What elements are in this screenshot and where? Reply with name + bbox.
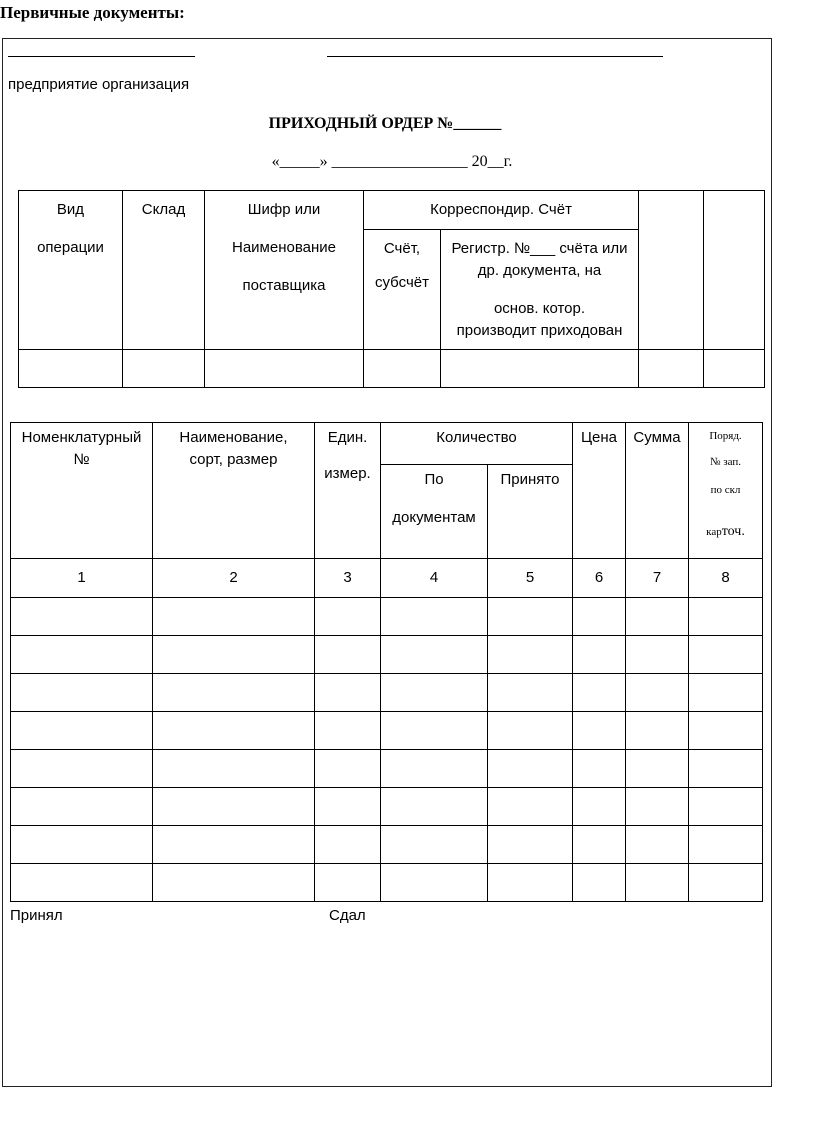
table-cell: [11, 598, 153, 636]
table-cell: [689, 864, 763, 902]
table-cell: [315, 826, 381, 864]
table-cell: [704, 350, 765, 388]
table-cell: [381, 864, 488, 902]
table-cell: [153, 788, 315, 826]
table-cell: [364, 350, 441, 388]
table-cell: [381, 750, 488, 788]
page-heading: Первичные документы:: [0, 3, 185, 22]
table-cell: [689, 636, 763, 674]
table-cell: [153, 636, 315, 674]
table-cell: [573, 712, 626, 750]
table-cell: [153, 598, 315, 636]
order-title: ПРИХОДНЫЙ ОРДЕР №______: [268, 115, 502, 132]
table-cell: [19, 350, 123, 388]
table-row: [11, 788, 763, 826]
table-cell: [573, 864, 626, 902]
header-accepted: Принято: [488, 465, 573, 559]
received-by-label: Принял: [10, 907, 63, 924]
header-register-document: Регистр. №___ счёта или др. документа, на основ. котор. производит приходован: [441, 230, 639, 350]
handed-by-label: Сдал: [329, 907, 366, 924]
table-cell: [11, 750, 153, 788]
table-cell: [573, 598, 626, 636]
table-cell: [315, 598, 381, 636]
table-cell: [639, 350, 704, 388]
table-cell: [153, 674, 315, 712]
table-cell: [626, 674, 689, 712]
table-row: [11, 636, 763, 674]
table-cell: [205, 350, 364, 388]
table-cell: [689, 712, 763, 750]
table-cell: [488, 788, 573, 826]
column-number: 6: [573, 559, 626, 598]
table-cell: [315, 674, 381, 712]
enterprise-underline: [8, 56, 195, 57]
column-number: 8: [689, 559, 763, 598]
header-by-documents: По документам: [381, 465, 488, 559]
table-cell: [689, 788, 763, 826]
org-caption: предприятие организация: [8, 76, 190, 93]
table-cell: [11, 674, 153, 712]
table-cell: [153, 864, 315, 902]
table-cell: [315, 712, 381, 750]
table-cell: [488, 826, 573, 864]
table-cell: [381, 598, 488, 636]
table-cell: [626, 750, 689, 788]
header-blank-1: [639, 191, 704, 350]
table-row: [11, 674, 763, 712]
table-row: [11, 598, 763, 636]
header-warehouse: Склад: [123, 191, 205, 350]
table-cell: [626, 712, 689, 750]
table-cell: [11, 864, 153, 902]
organization-underline: [327, 56, 663, 57]
table-row: [11, 712, 763, 750]
table-cell: [573, 750, 626, 788]
table-cell: [573, 788, 626, 826]
table-cell: [689, 826, 763, 864]
table-cell: [153, 826, 315, 864]
table-row: [11, 864, 763, 902]
table-cell: [381, 636, 488, 674]
correspondence-table: [18, 190, 765, 388]
table-cell: [573, 826, 626, 864]
column-number: 5: [488, 559, 573, 598]
table-cell: [315, 750, 381, 788]
table-cell: [488, 864, 573, 902]
table-cell: [626, 788, 689, 826]
column-number: 7: [626, 559, 689, 598]
table-cell: [123, 350, 205, 388]
table-cell: [315, 788, 381, 826]
header-sum: Сумма: [626, 423, 689, 559]
table-cell: [315, 636, 381, 674]
table-cell: [626, 598, 689, 636]
table-cell: [488, 712, 573, 750]
table-cell: [153, 750, 315, 788]
table-cell: [626, 826, 689, 864]
header-operation-type: Вид операции: [19, 191, 123, 350]
header-supplier-code: Шифр или Наименование поставщика: [205, 191, 364, 350]
table-cell: [488, 674, 573, 712]
table-cell: [689, 750, 763, 788]
table-row: [11, 826, 763, 864]
table-cell: [381, 788, 488, 826]
column-number: 3: [315, 559, 381, 598]
column-number: 2: [153, 559, 315, 598]
table-cell: [689, 674, 763, 712]
table-row: [11, 750, 763, 788]
table-cell: [153, 712, 315, 750]
table-cell: [381, 674, 488, 712]
table-cell: [488, 636, 573, 674]
header-unit: Един. измер.: [315, 423, 381, 559]
table-cell: [11, 826, 153, 864]
header-item-name: Наименование, сорт, размер: [153, 423, 315, 559]
table-cell: [488, 598, 573, 636]
table-cell: [441, 350, 639, 388]
header-quantity: Количество: [381, 423, 573, 465]
table-cell: [573, 636, 626, 674]
header-correspondent-account: Корреспондир. Счёт: [364, 191, 639, 230]
goods-table: [10, 422, 763, 902]
column-number: 1: [11, 559, 153, 598]
header-blank-2: [704, 191, 765, 350]
table-cell: [626, 864, 689, 902]
table-cell: [488, 750, 573, 788]
header-account-subaccount: Счёт, субсчёт: [364, 230, 441, 350]
table-cell: [315, 864, 381, 902]
table-cell: [689, 598, 763, 636]
header-card-entry-number: Поряд. № зап. по скл карточ.: [689, 423, 763, 559]
header-nomenclature-number: Номенклатурный №: [11, 423, 153, 559]
header-price: Цена: [573, 423, 626, 559]
table-cell: [11, 636, 153, 674]
table-cell: [11, 788, 153, 826]
table-cell: [573, 674, 626, 712]
table-cell: [11, 712, 153, 750]
table-cell: [381, 826, 488, 864]
date-line: «_____» _________________ 20__г.: [271, 153, 513, 170]
column-number: 4: [381, 559, 488, 598]
table-cell: [626, 636, 689, 674]
table-cell: [381, 712, 488, 750]
